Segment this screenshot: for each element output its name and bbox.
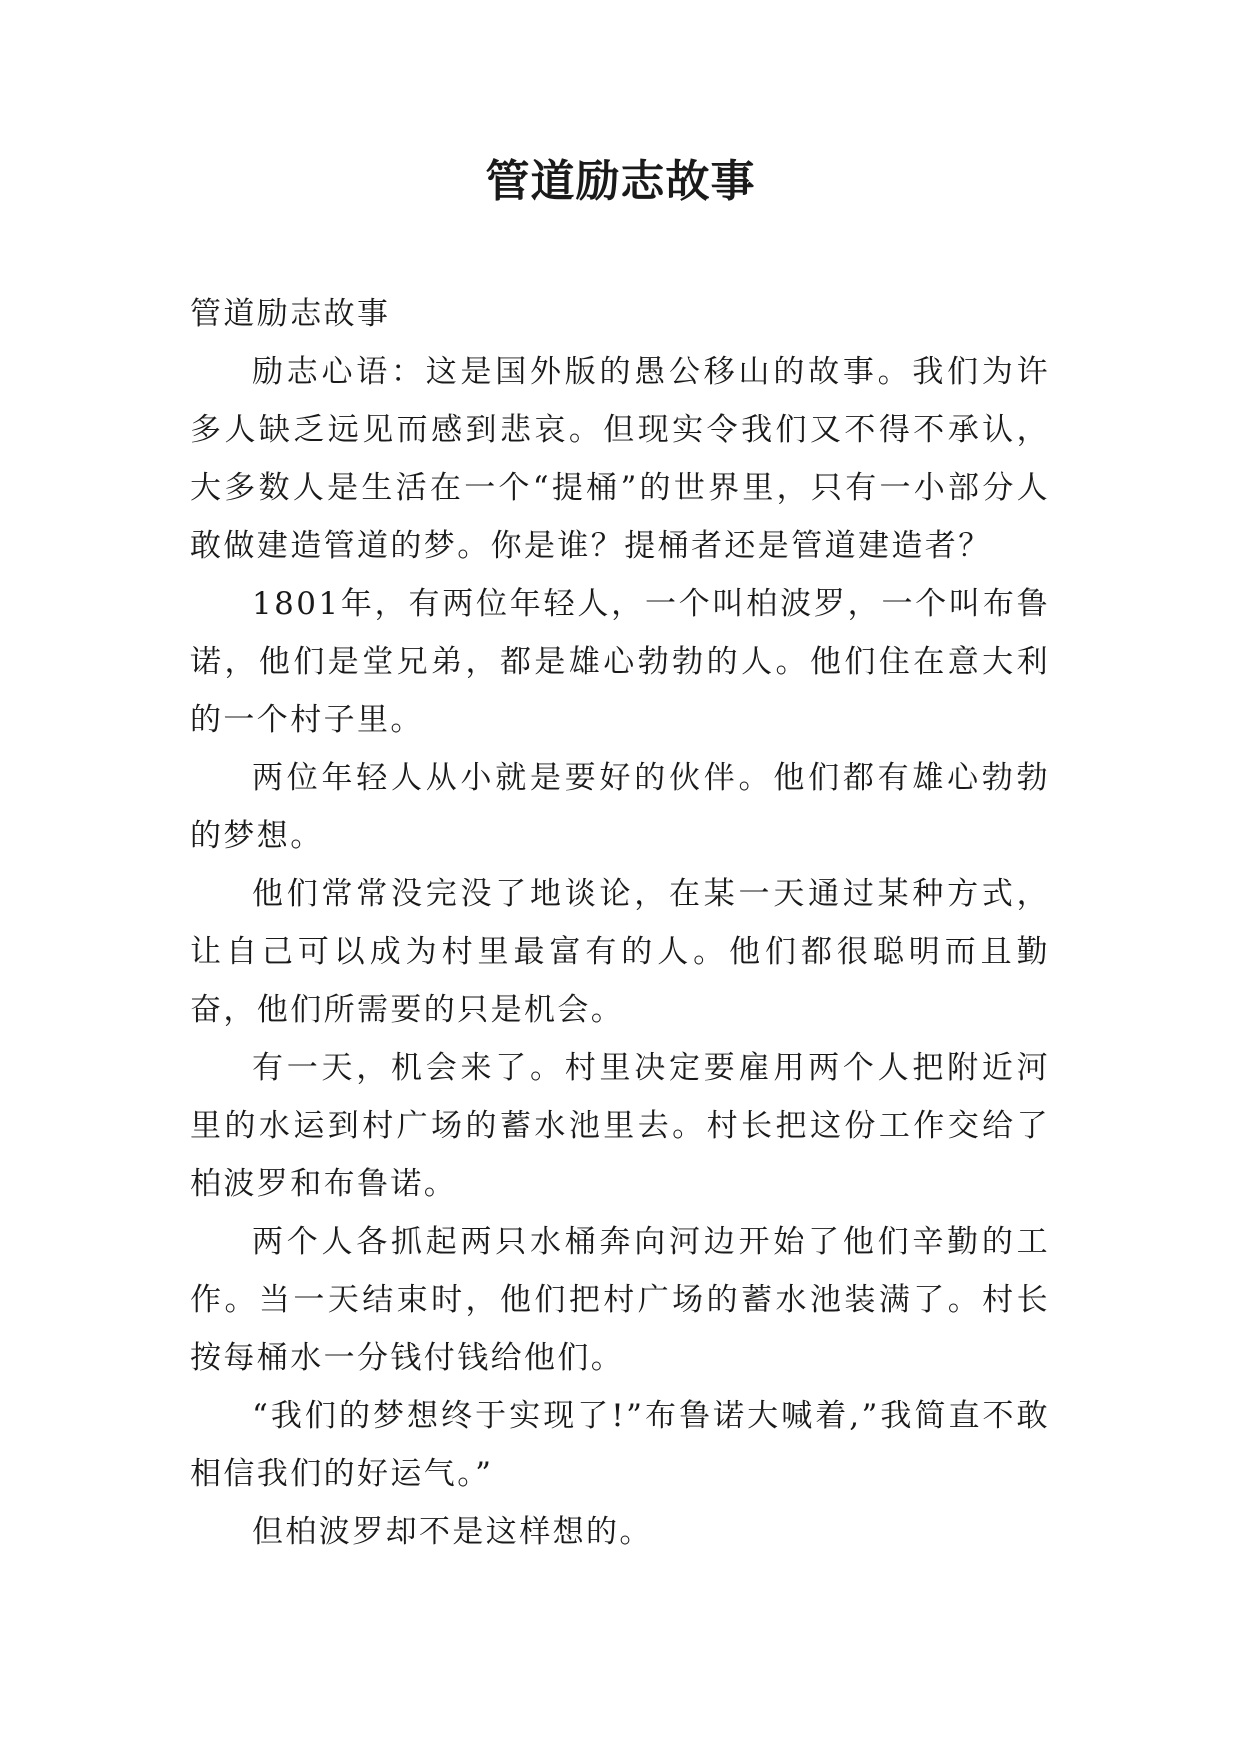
body-paragraph: 有一天，机会来了。村里决定要雇用两个人把附近河里的水运到村广场的蓄水池里去。村长把这份工作交给了柏波罗和布鲁诺。 [190,1050,1050,1202]
page-title: 管道励志故事 [485,156,756,207]
document-body [190,285,1050,1561]
body-paragraph: 但柏波罗却不是这样想的。 [252,1514,653,1550]
body-paragraph: 两个人各抓起两只水桶奔向河边开始了他们辛勤的工作。当一天结束时，他们把村广场的蓄水池装满了。村长按每桶水一分钱付钱给他们。 [190,1224,1050,1376]
body-paragraph: 1801年，有两位年轻人，一个叫柏波罗，一个叫布鲁诺，他们是堂兄弟，都是雄心勃勃的人。他们住在意大利的一个村子里。 [190,586,1050,738]
subtitle-paragraph: 管道励志故事 [190,296,391,332]
body-paragraph: 他们常常没完没了地谈论，在某一天通过某种方式，让自己可以成为村里最富有的人。他们都很聪明而且勤奋，他们所需要的只是机会。 [190,876,1050,1028]
intro-paragraph: 励志心语：这是国外版的愚公移山的故事。我们为许多人缺乏远见而感到悲哀。但现实令我们又不得不承认，大多数人是生活在一个“提桶”的世界里，只有一小部分人敢做建造管道的梦。你是谁？提桶者还是管道建造者？ [190,354,1050,564]
body-paragraph: “我们的梦想终于实现了!”布鲁诺大喊着,”我简直不敢相信我们的好运气。” [190,1398,1050,1492]
body-paragraph: 两位年轻人从小就是要好的伙伴。他们都有雄心勃勃的梦想。 [190,760,1050,854]
